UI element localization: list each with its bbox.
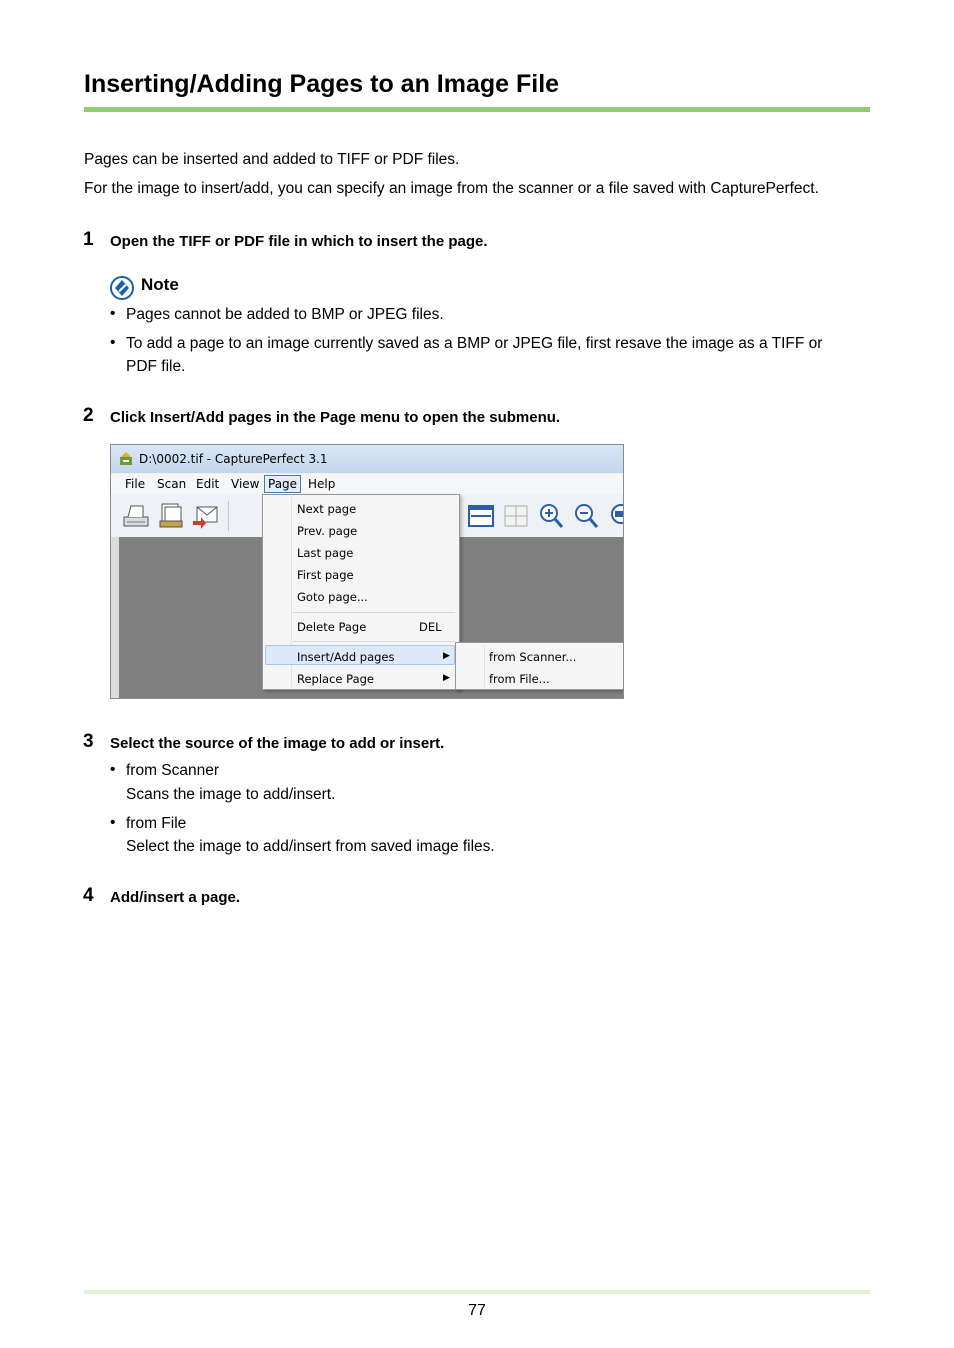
page-title: Inserting/Adding Pages to an Image File	[84, 70, 560, 98]
step-2-text: Click Insert/Add pages in the Page menu to open the submenu.	[110, 409, 561, 426]
bullet-symbol: •	[110, 814, 116, 831]
step-3-text: Select the source of the image to add or insert.	[110, 735, 445, 752]
step-1-number: 1	[83, 229, 94, 250]
menu-item-prev-page[interactable]: Prev. page	[297, 524, 358, 538]
menu-item-delete-page[interactable]: Delete Page	[297, 620, 367, 634]
insert-add-submenu	[455, 642, 624, 690]
page-number: 77	[468, 1302, 486, 1319]
note-bullet-2: To add a page to an image currently saved as a BMP or JPEG file, first resave the image as a TIFF or	[126, 335, 823, 352]
zoom-out-icon[interactable]	[571, 501, 601, 531]
step-4-text: Add/insert a page.	[110, 889, 241, 906]
note-bullet-1: Pages cannot be added to BMP or JPEG files.	[126, 306, 444, 323]
app-icon	[118, 451, 134, 467]
menu-item-last-page[interactable]: Last page	[297, 546, 354, 560]
batch-scan-icon[interactable]	[156, 501, 186, 531]
zoom-in-icon[interactable]	[536, 501, 566, 531]
menu-separator	[293, 612, 455, 613]
delete-shortcut: DEL	[419, 620, 442, 634]
note-label: Note	[141, 275, 179, 294]
note-bullet-2-cont: PDF file.	[126, 358, 186, 375]
bullet-symbol: •	[110, 305, 116, 322]
scanner-icon[interactable]	[121, 501, 151, 531]
toolbar-separator	[228, 501, 229, 531]
menu-item-goto-page[interactable]: Goto page...	[297, 590, 368, 604]
bullet-symbol: •	[110, 761, 116, 778]
menu-file[interactable]: File	[125, 477, 146, 491]
source-scanner-desc: Scans the image to add/insert.	[126, 786, 336, 803]
menu-item-next-page[interactable]: Next page	[297, 502, 357, 516]
mail-icon[interactable]	[191, 501, 221, 531]
step-3-number: 3	[83, 731, 94, 752]
intro-line-1: Pages can be inserted and added to TIFF or PDF files.	[84, 151, 460, 168]
window-title: D:\0002.tif - CapturePerfect 3.1	[139, 452, 328, 466]
step-2-number: 2	[83, 405, 94, 426]
menu-help[interactable]: Help	[308, 477, 336, 491]
bullet-symbol: •	[110, 334, 116, 351]
footer-rule	[84, 1290, 870, 1294]
menu-scan[interactable]: Scan	[157, 477, 187, 491]
title-underline	[84, 107, 870, 112]
submenu-arrow-icon: ▶	[443, 651, 450, 661]
menu-view[interactable]: View	[231, 477, 260, 491]
window-titlebar	[111, 445, 624, 473]
submenu-from-scanner[interactable]: from Scanner...	[489, 650, 577, 664]
source-file-desc: Select the image to add/insert from saved image files.	[126, 838, 495, 855]
fit-width-icon[interactable]	[466, 501, 496, 531]
menu-page[interactable]: Page	[264, 475, 301, 493]
submenu-from-file[interactable]: from File...	[489, 672, 550, 686]
menu-item-insert-add-pages[interactable]: Insert/Add pages	[297, 650, 395, 664]
page-menu-dropdown	[262, 494, 460, 690]
source-scanner-name: from Scanner	[126, 762, 220, 779]
source-file-name: from File	[126, 815, 187, 832]
menu-item-first-page[interactable]: First page	[297, 568, 354, 582]
menu-edit[interactable]: Edit	[196, 477, 220, 491]
step-4-number: 4	[83, 885, 94, 906]
submenu-arrow-icon: ▶	[443, 673, 450, 683]
menu-item-replace-page[interactable]: Replace Page	[297, 672, 374, 686]
step-1-text: Open the TIFF or PDF file in which to insert the page.	[110, 233, 488, 250]
menu-separator	[293, 641, 455, 642]
app-screenshot	[110, 444, 624, 699]
fit-page-icon[interactable]	[501, 501, 531, 531]
menu-bar	[111, 474, 624, 494]
intro-line-2: For the image to insert/add, you can specify an image from the scanner or a file saved with CapturePerfect.	[84, 180, 819, 197]
workspace-edge	[111, 537, 119, 699]
note-icon	[110, 276, 134, 300]
zoom-100-icon[interactable]	[606, 501, 624, 531]
